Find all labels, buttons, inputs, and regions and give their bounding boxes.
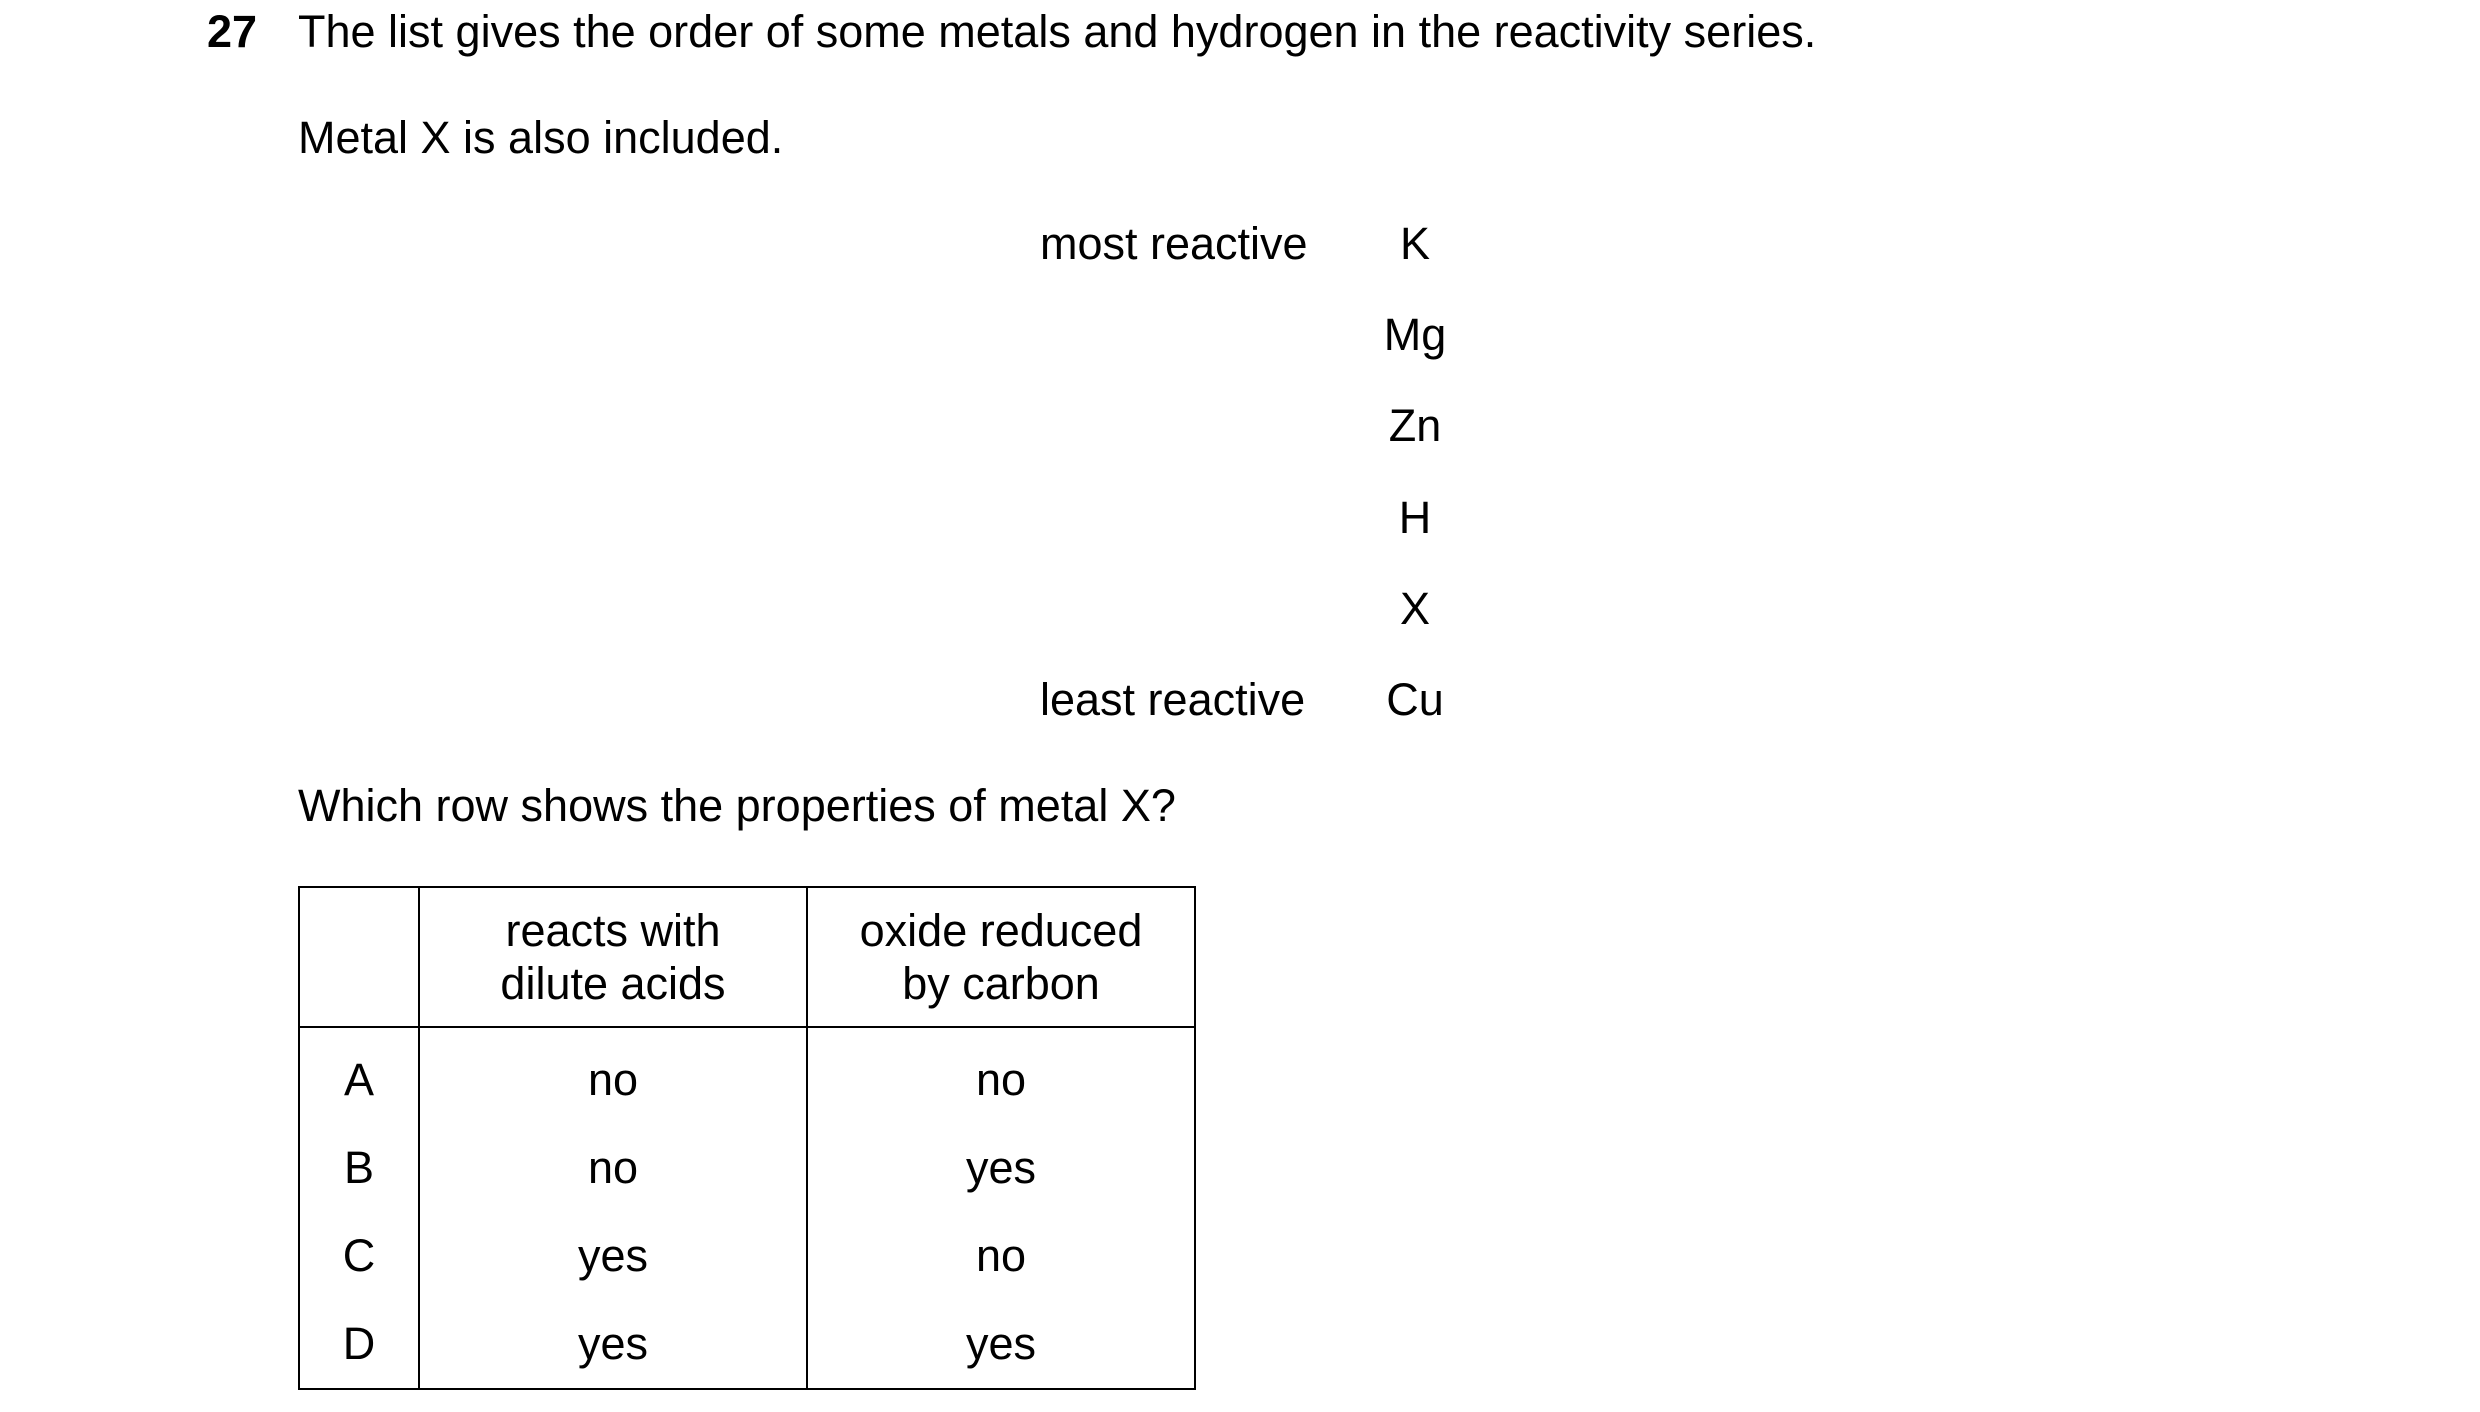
table-row bbox=[299, 1124, 1195, 1212]
header-blank-cell bbox=[299, 887, 419, 1027]
table-row bbox=[299, 1300, 1195, 1389]
least-reactive-label: least reactive bbox=[1040, 674, 1306, 725]
option-key: D bbox=[299, 1300, 419, 1389]
header-line: reacts with bbox=[505, 905, 721, 956]
series-item-zn: Zn bbox=[1388, 400, 1442, 452]
series-item-h: H bbox=[1398, 491, 1432, 543]
carbon-cell: no bbox=[807, 1212, 1195, 1300]
header-line: dilute acids bbox=[500, 958, 726, 1009]
series-item-x: X bbox=[1399, 582, 1430, 634]
most-reactive-label: most reactive bbox=[1040, 218, 1308, 269]
question-prompt: Which row shows the properties of metal X? bbox=[298, 780, 1176, 831]
carbon-cell: yes bbox=[807, 1124, 1195, 1212]
header-oxide-reduced bbox=[807, 887, 1195, 1027]
acids-cell: yes bbox=[419, 1300, 807, 1389]
table-row bbox=[299, 1212, 1195, 1300]
series-item-k: K bbox=[1399, 218, 1430, 269]
table-header-row bbox=[299, 887, 1195, 1027]
option-key: B bbox=[299, 1124, 419, 1212]
reactivity-series-list bbox=[1340, 218, 1490, 765]
question-sub-stem: Metal X is also included. bbox=[298, 112, 784, 163]
question-stem: The list gives the order of some metals and hydrogen in the reactivity series. bbox=[298, 6, 1817, 57]
series-item-mg: Mg bbox=[1383, 309, 1447, 361]
question-number: 27 bbox=[207, 6, 258, 57]
header-line: by carbon bbox=[902, 958, 1100, 1009]
acids-cell: no bbox=[419, 1027, 807, 1124]
option-key: A bbox=[299, 1027, 419, 1124]
answer-options-table bbox=[298, 886, 1196, 1390]
option-key: C bbox=[299, 1212, 419, 1300]
header-reacts-with-acids bbox=[419, 887, 807, 1027]
table-row bbox=[299, 1027, 1195, 1124]
series-item-cu: Cu bbox=[1386, 673, 1444, 725]
acids-cell: yes bbox=[419, 1212, 807, 1300]
acids-cell: no bbox=[419, 1124, 807, 1212]
carbon-cell: yes bbox=[807, 1300, 1195, 1389]
carbon-cell: no bbox=[807, 1027, 1195, 1124]
header-line: oxide reduced bbox=[859, 905, 1143, 956]
